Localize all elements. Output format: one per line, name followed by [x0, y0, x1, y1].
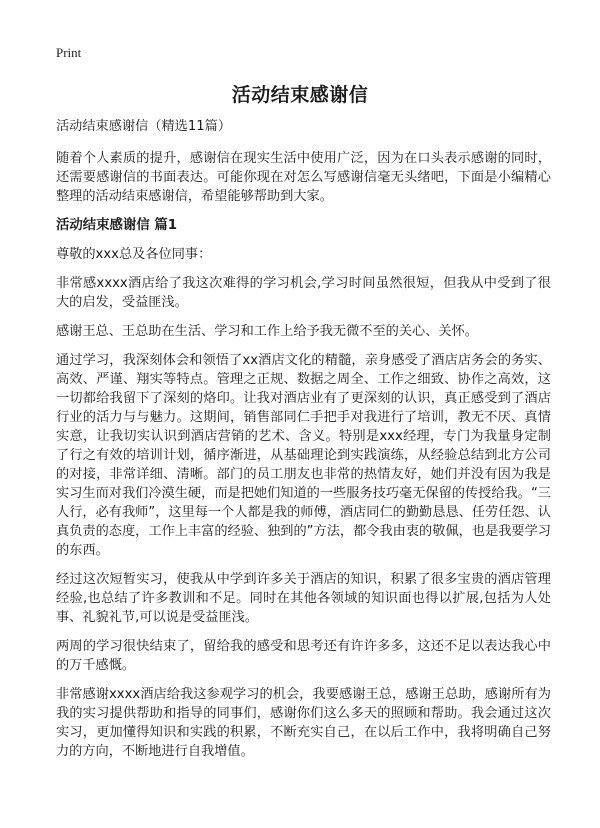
document-body	[56, 117, 551, 771]
body-paragraph-5: 两周的学习很快结束了，留给我的感受和思考还有许许多多，这还不足以表达我心中的万千感慨。	[56, 639, 551, 673]
section-heading: 活动结束感谢信 篇1	[56, 218, 178, 233]
document-title: 活动结束感谢信	[231, 84, 369, 106]
salutation: 尊敬的xxx总及各位同事：	[56, 247, 212, 262]
print-link[interactable]: Print	[56, 45, 82, 60]
body-paragraph-4: 经过这次短暂实习，使我从中学到许多关于酒店的知识，积累了很多宝贵的酒店管理经验,也总结了许多教训和不足。同时在其他各领域的知识面也得以扩展,包括为人处事、礼貌礼节,可以说是受益匪浅。	[56, 572, 551, 625]
document-subtitle: 活动结束感谢信（精选11篇）	[56, 119, 232, 134]
intro-paragraph: 随着个人素质的提升，感谢信在现实生活中使用广泛，因为在口头表示感谢的同时，还需要感谢信的书面表达。可能你现在对怎么写感谢信毫无头绪吧，下面是小编精心整理的活动结束感谢信，希望能够帮助到大家。	[56, 151, 551, 204]
body-paragraph-2: 感谢王总、王总助在生活、学习和工作上给予我无微不至的关心、关怀。	[56, 324, 478, 339]
body-paragraph-3: 通过学习，我深刻体会和领悟了xx酒店文化的精髓，亲身感受了酒店店务会的务实、高效、严谨、翔实等特点。管理之正规、数据之周全、工作之细致、协作之高效，这一切都给我留下了深刻的烙印。让我对酒店业有了更深刻的认识，真正感受到了酒店行业的活力与与魅力。这期间，销售部同仁手把手对我进行了培训，教无不厌、真情实意，让我切实认识到酒店营销的艺术、含义。特别是xxx经理，专门为我量身定制了行之有效的培训计划，循序渐进，从基础理论到实践演练，从经验总结到北方公司的对接，非常详细、清晰。部门的员工朋友也非常的热情友好，她们并没有因为我是实习生而对我们冷漠生硬，而是把她们知道的一些服务技巧毫无保留的传授给我。“三人行，必有我师”，这里每一个人都是我的师傅，酒店同仁的勤勤恳恳、任劳任怨、认真负责的态度，工作上丰富的经验、独到的”方法，都令我由衷的敬佩，也是我要学习的东西。	[56, 353, 551, 558]
body-paragraph-1: 非常感xxxx酒店给了我这次难得的学习机会,学习时间虽然很短，但我从中受到了很大的启发，受益匪浅。	[56, 276, 551, 310]
body-paragraph-6: 非常感谢xxxx酒店给我这参观学习的机会，我要感谢王总，感谢王总助，感谢所有为我的实习提供帮助和指导的同事们，感谢你们这么多天的照顾和帮助。我会通过这次实习，更加懂得知识和实践的积累，不断充实自己，在以后工作中，我将明确自己努力的方向，不断地进行自我增值。	[56, 687, 551, 759]
